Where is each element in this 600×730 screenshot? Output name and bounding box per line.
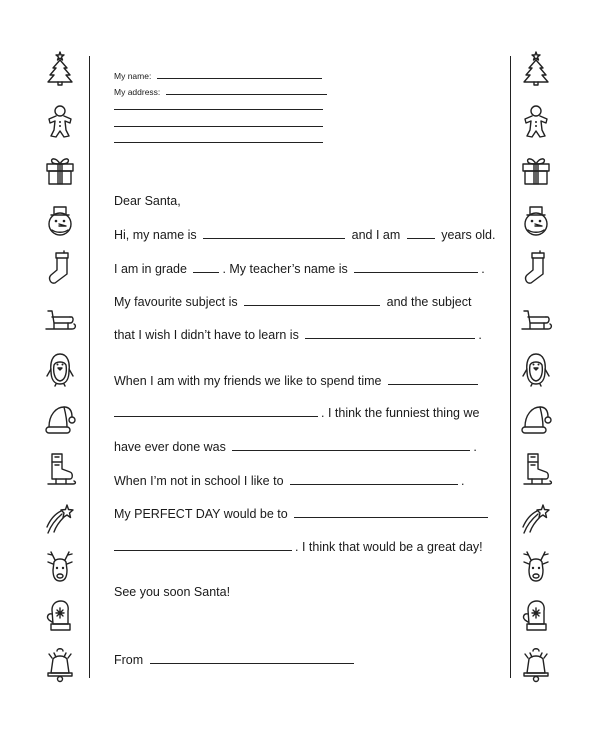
letter-line-2: [114, 260, 485, 277]
line7-text-b: .: [473, 440, 477, 454]
line3-text-a: My favourite subject is: [114, 295, 238, 309]
line8-text-b: .: [461, 474, 465, 488]
letter-line-1: [114, 226, 495, 243]
line3-text-b: and the subject: [386, 295, 472, 309]
tree-icon: [516, 48, 556, 88]
ice-skate-icon: [516, 449, 556, 489]
letter-line-7: [114, 438, 477, 455]
santa-hat-icon: [40, 399, 80, 439]
from-line: [114, 651, 357, 668]
line2-text-c: .: [481, 262, 485, 276]
friends-activity-blank[interactable]: [388, 372, 478, 385]
sleigh-icon: [516, 299, 556, 339]
reindeer-icon: [516, 546, 556, 586]
friends-activity-blank-2[interactable]: [114, 404, 318, 417]
gingerbread-icon: [40, 101, 80, 141]
tree-icon: [40, 48, 80, 88]
gift-icon: [516, 149, 556, 189]
favourite-subject-blank[interactable]: [244, 293, 380, 306]
from-name-blank[interactable]: [150, 651, 354, 664]
penguin-icon: [516, 349, 556, 389]
line1-text-a: Hi, my name is: [114, 228, 197, 242]
right-border-line: [510, 56, 511, 678]
address-label: My address:: [114, 87, 161, 97]
address-line-3[interactable]: [114, 126, 323, 127]
letter-line-4: [114, 326, 482, 343]
funniest-thing-blank[interactable]: [232, 438, 470, 451]
address-line-2[interactable]: [114, 109, 323, 110]
child-name-blank[interactable]: [203, 226, 345, 239]
shooting-star-icon: [40, 499, 80, 539]
line2-text-a: I am in grade: [114, 262, 187, 276]
left-border-line: [89, 56, 90, 678]
mitten-icon: [40, 596, 80, 636]
teacher-name-blank[interactable]: [354, 260, 478, 273]
gingerbread-icon: [516, 101, 556, 141]
line8-text-a: When I’m not in school I like to: [114, 474, 284, 488]
bell-icon: [40, 645, 80, 685]
letter-line-9: [114, 505, 491, 522]
address-field: [114, 86, 330, 98]
line10-text-a: . I think that would be a great day!: [295, 540, 483, 554]
ice-skate-icon: [40, 449, 80, 489]
bell-icon: [516, 645, 556, 685]
line2-text-b: . My teacher’s name is: [222, 262, 348, 276]
name-field: [114, 70, 325, 82]
sleigh-icon: [40, 299, 80, 339]
line6-text-a: . I think the funniest thing we: [321, 406, 480, 420]
letter-line-5: [114, 372, 481, 389]
line1-text-b: and I am: [351, 228, 401, 242]
letter-line-3: [114, 293, 471, 310]
letter-line-10: [114, 538, 483, 555]
reindeer-icon: [40, 546, 80, 586]
salutation: Dear Santa,: [114, 194, 181, 208]
name-label: My name:: [114, 71, 152, 81]
name-blank[interactable]: [157, 70, 322, 79]
letter-line-8: [114, 472, 465, 489]
least-favourite-subject-blank[interactable]: [305, 326, 475, 339]
line7-text-a: have ever done was: [114, 440, 226, 454]
address-blank[interactable]: [166, 86, 327, 95]
line1-text-c: years old.: [441, 228, 496, 242]
line5-text-a: When I am with my friends we like to spend time: [114, 374, 382, 388]
gift-icon: [40, 149, 80, 189]
line9-text-a: My PERFECT DAY would be to: [114, 507, 288, 521]
grade-blank[interactable]: [193, 260, 219, 273]
perfect-day-blank[interactable]: [294, 505, 488, 518]
letter-line-6: [114, 404, 479, 421]
line4-text-a: that I wish I didn’t have to learn is: [114, 328, 299, 342]
mitten-icon: [516, 596, 556, 636]
closing: See you soon Santa!: [114, 585, 231, 599]
address-line-4[interactable]: [114, 142, 323, 143]
outside-school-blank[interactable]: [290, 472, 458, 485]
santa-hat-icon: [516, 399, 556, 439]
snowman-icon: [516, 200, 556, 240]
stocking-icon: [40, 248, 80, 288]
age-blank[interactable]: [407, 226, 435, 239]
line4-text-b: .: [478, 328, 482, 342]
penguin-icon: [40, 349, 80, 389]
shooting-star-icon: [516, 499, 556, 539]
perfect-day-blank-2[interactable]: [114, 538, 292, 551]
snowman-icon: [40, 200, 80, 240]
stocking-icon: [516, 248, 556, 288]
from-label: From: [114, 653, 144, 667]
